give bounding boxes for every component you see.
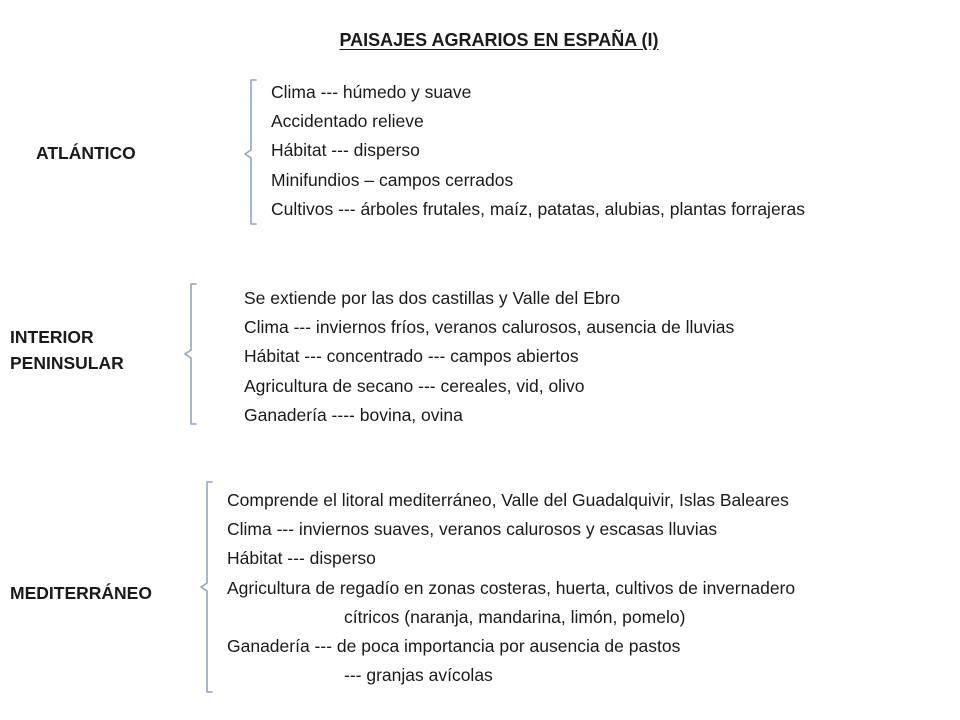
interior-line: Se extiende por las dos castillas y Valle del Ebro: [244, 288, 621, 308]
interior-line: Agricultura de secano --- cereales, vid, olivo: [244, 375, 585, 396]
mediterraneo-line: --- granjas avícolas: [344, 665, 493, 686]
mediterraneo-line: cítricos (naranja, mandarina, limón, pomelo): [344, 606, 686, 627]
interior-lines: [244, 284, 734, 430]
mediterraneo-line: Comprende el litoral mediterráneo, Valle del Guadalquivir, Islas Baleares: [227, 490, 789, 510]
region-label-interior: [10, 324, 124, 376]
region-label-interior-line1: INTERIOR: [10, 327, 94, 347]
region-label-atlantico: ATLÁNTICO: [36, 143, 136, 163]
interior-line: Clima --- inviernos fríos, veranos calurosos, ausencia de lluvias: [244, 317, 735, 338]
mediterraneo-line: Hábitat --- disperso: [227, 548, 376, 569]
interior-line: Hábitat --- concentrado --- campos abiertos: [244, 346, 579, 367]
atlantico-lines: [271, 78, 805, 224]
atlantico-line: Accidentado relieve: [271, 111, 424, 132]
mediterraneo-line: Agricultura de regadío en zonas costeras, huerta, cultivos de invernadero: [227, 577, 796, 598]
page-title: PAISAJES AGRARIOS EN ESPAÑA (I): [339, 30, 659, 50]
atlantico-line: Clima --- húmedo y suave: [271, 82, 472, 102]
interior-line: Ganadería ---- bovina, ovina: [244, 404, 463, 425]
brace-interior: [180, 282, 200, 428]
mediterraneo-line: Ganadería --- de poca importancia por ausencia de pastos: [227, 636, 681, 657]
atlantico-line: Minifundios – campos cerrados: [271, 169, 514, 190]
region-label-interior-line2: PENINSULAR: [10, 353, 124, 373]
atlantico-line: Hábitat --- disperso: [271, 140, 420, 161]
brace-mediterraneo: [196, 480, 216, 696]
atlantico-line: Cultivos --- árboles frutales, maíz, patatas, alubias, plantas forrajeras: [271, 198, 805, 219]
brace-atlantico: [240, 78, 260, 228]
region-label-mediterraneo: MEDITERRÁNEO: [10, 583, 152, 603]
mediterraneo-lines: [227, 486, 795, 690]
mediterraneo-line: Clima --- inviernos suaves, veranos calurosos y escasas lluvias: [227, 519, 718, 540]
